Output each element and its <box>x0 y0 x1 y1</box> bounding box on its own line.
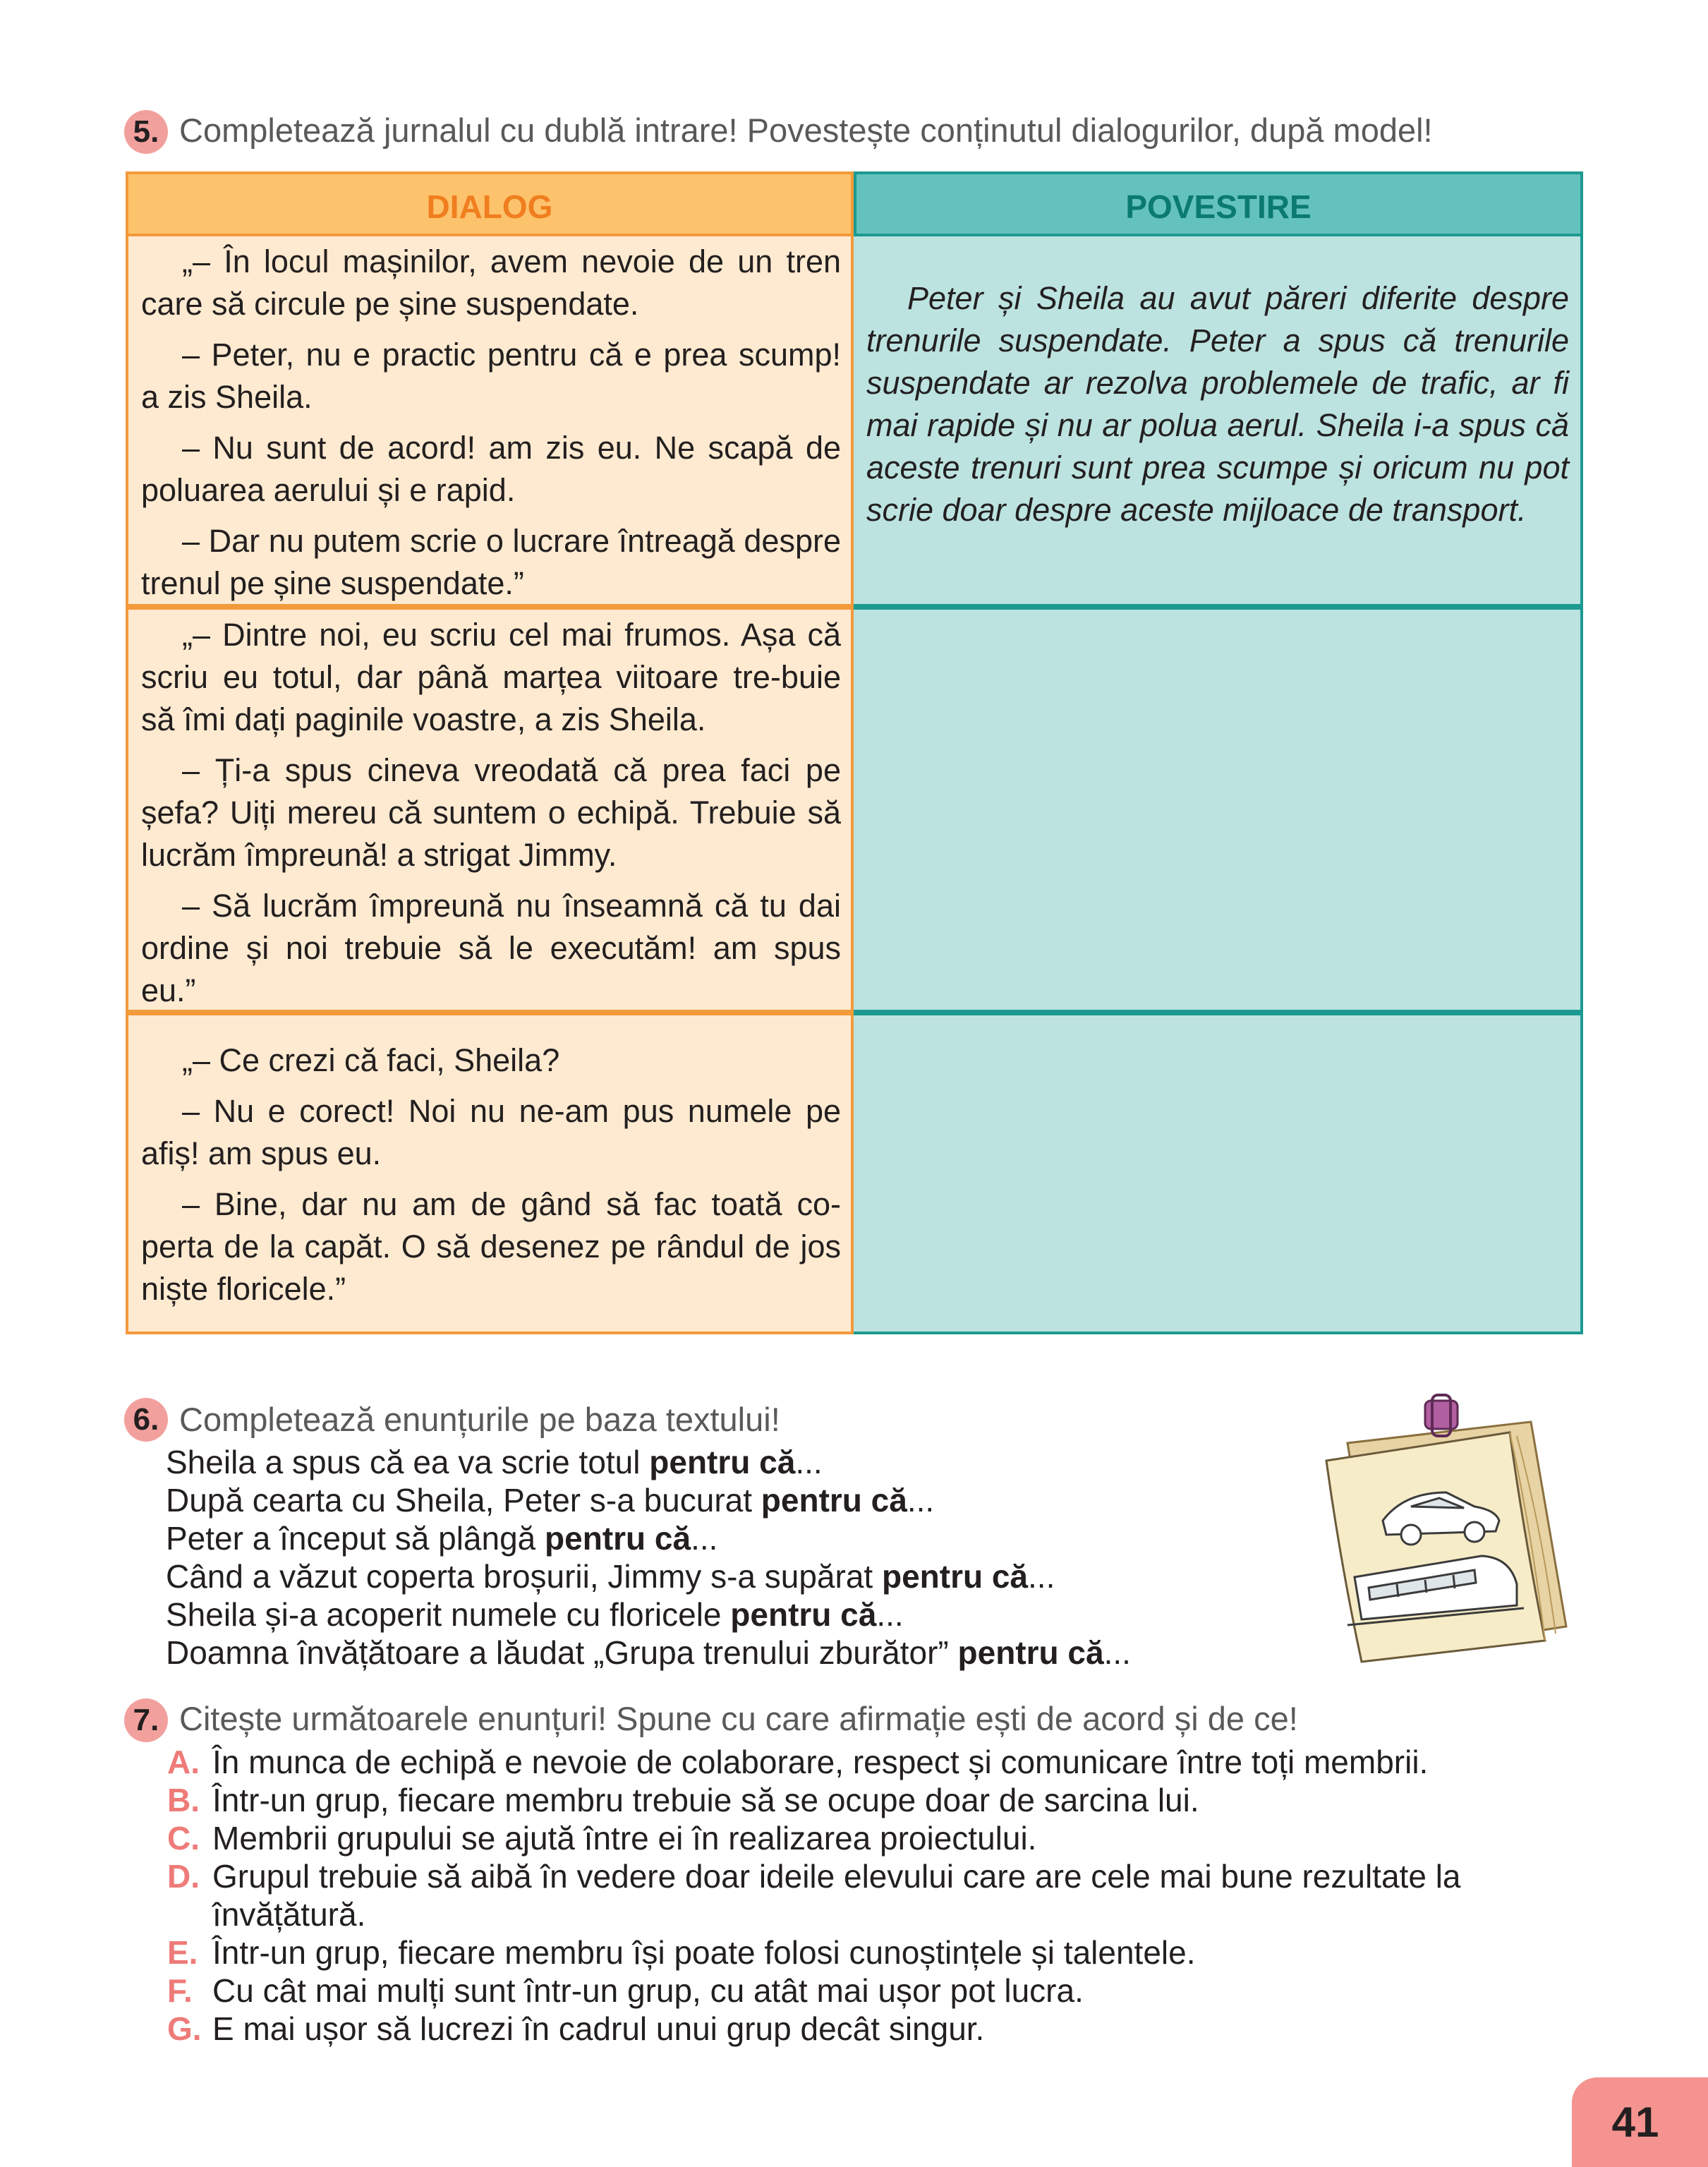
dialog-line: „– În locul mașinilor, avem nevoie de un tren care să circule pe șine suspendate. <box>141 243 841 322</box>
item-letter: F. <box>167 1972 193 2009</box>
story-cell-1 <box>854 236 1583 607</box>
dialog-line: – Peter, nu e practic pentru că e prea scump! a zis Sheila. <box>141 337 841 415</box>
dialog-line: – Să lucrăm împreună nu înseamnă că tu dai ordine și noi trebuie să le executăm! am spus eu.” <box>141 888 841 1008</box>
sentence-line: După cearta cu Sheila, Peter s-a bucurat pentru că... <box>166 1482 935 1519</box>
exercise-7-statements <box>167 1743 1585 2048</box>
note-illustration <box>1298 1394 1580 1669</box>
page-number: 41 <box>1611 2099 1659 2146</box>
item-letter: A. <box>167 1744 200 1780</box>
item-letter: D. <box>167 1858 200 1895</box>
list-item: D. Grupul trebuie să aibă în vedere doar ideile elevului care are cele mai bune rezultate la învățătură. <box>167 1858 1461 1933</box>
sentence-line: Când a văzut coperta broșurii, Jimmy s-a supărat pentru că... <box>166 1558 1055 1595</box>
note-paper <box>1326 1422 1566 1662</box>
dialog-line: – Ți-a spus cineva vreodată că prea faci pe șefa? Uiți mereu că suntem o echipă. Trebuie să lucrăm împreună! a strigat Jimmy. <box>141 752 841 873</box>
exercise-7-instruction: Citește următoarele enunțuri! Spune cu care afirmație ești de acord și de ce! <box>179 1700 1298 1737</box>
list-item: G. E mai ușor să lucrezi în cadrul unui grup decât singur. <box>167 2010 985 2047</box>
exercise-7-badge: 7. <box>124 1698 168 1742</box>
double-entry-journal-table <box>126 171 1583 1334</box>
dialog-line: – Dar nu putem scrie o lucrare întreagă despre trenul pe șine suspendate.” <box>141 523 841 601</box>
exercise-6-sentences <box>166 1443 1131 1672</box>
sentence-line: Doamna învățătoare a lăudat „Grupa trenului zburător” pentru că... <box>166 1634 1131 1671</box>
sentence-line: Sheila a spus că ea va scrie totul pentru că... <box>166 1444 823 1480</box>
list-item: F. Cu cât mai mulți sunt într-un grup, cu atât mai ușor pot lucra. <box>167 1972 1084 2009</box>
exercise-5-badge: 5. <box>124 110 168 154</box>
item-letter: B. <box>167 1782 200 1818</box>
dialog-line: „– Ce crezi că faci, Sheila? <box>182 1042 560 1078</box>
dialog-line: „– Dintre noi, eu scriu cel mai frumos. Așa că scriu eu totul, dar până marțea viitoare tre-buie să îmi dați paginile voastre, a zis Sheila. <box>141 617 841 737</box>
story-text: Peter și Sheila au avut păreri diferite despre trenurile suspendate. Peter a spus că trenurile suspendate ar rezolva problemele de trafic, ar fi mai rapide și nu ar polua aerul. Sheila i-a spus că aceste trenuri sunt prea scumpe și oricum nu pot scrie doar despre aceste mijloace de transport. <box>866 280 1569 528</box>
sentence-line: Peter a început să plângă pentru că... <box>166 1520 718 1557</box>
story-column-header: POVESTIRE <box>854 171 1583 236</box>
exercise-6-badge: 6. <box>124 1398 168 1442</box>
item-letter: C. <box>167 1820 200 1857</box>
sentence-line: Sheila și-a acoperit numele cu floricele pentru că... <box>166 1596 904 1633</box>
list-item: C. Membrii grupului se ajută între ei în realizarea proiectului. <box>167 1820 1037 1857</box>
dialog-line: – Nu e corect! Noi nu ne-am pus numele pe afiș! am spus eu. <box>141 1093 841 1171</box>
dialog-line: – Bine, dar nu am de gând să fac toată co-perta de la capăt. O să desenez pe rândul de jos niște floricele.” <box>141 1186 841 1307</box>
dialog-cell-2 <box>126 607 854 1013</box>
exercise-5-instruction: Completează jurnalul cu dublă intrare! Povestește conținutul dialogurilor, după model! <box>179 111 1433 149</box>
item-letter: E. <box>167 1934 198 1971</box>
exercise-6-instruction: Completează enunțurile pe baza textului! <box>179 1401 780 1438</box>
story-cell-2-answer-space[interactable] <box>854 607 1583 1013</box>
dialog-line: – Nu sunt de acord! am zis eu. Ne scapă de poluarea aerului și e rapid. <box>141 430 841 508</box>
story-cell-3-answer-space[interactable] <box>854 1013 1583 1334</box>
dialog-cell-1 <box>126 236 854 607</box>
item-letter: G. <box>167 2010 202 2047</box>
list-item: B. Într-un grup, fiecare membru trebuie să se ocupe doar de sarcina lui. <box>167 1782 1199 1818</box>
paper-clip-icon <box>1425 1395 1458 1436</box>
page-number-tab <box>1572 2077 1708 2167</box>
dialog-column-header: DIALOG <box>126 171 854 236</box>
list-item: A. În munca de echipă e nevoie de colaborare, respect și comunicare între toți membrii. <box>167 1744 1429 1780</box>
dialog-cell-3 <box>126 1013 854 1334</box>
list-item: E. Într-un grup, fiecare membru își poate folosi cunoștințele și talentele. <box>167 1934 1196 1971</box>
